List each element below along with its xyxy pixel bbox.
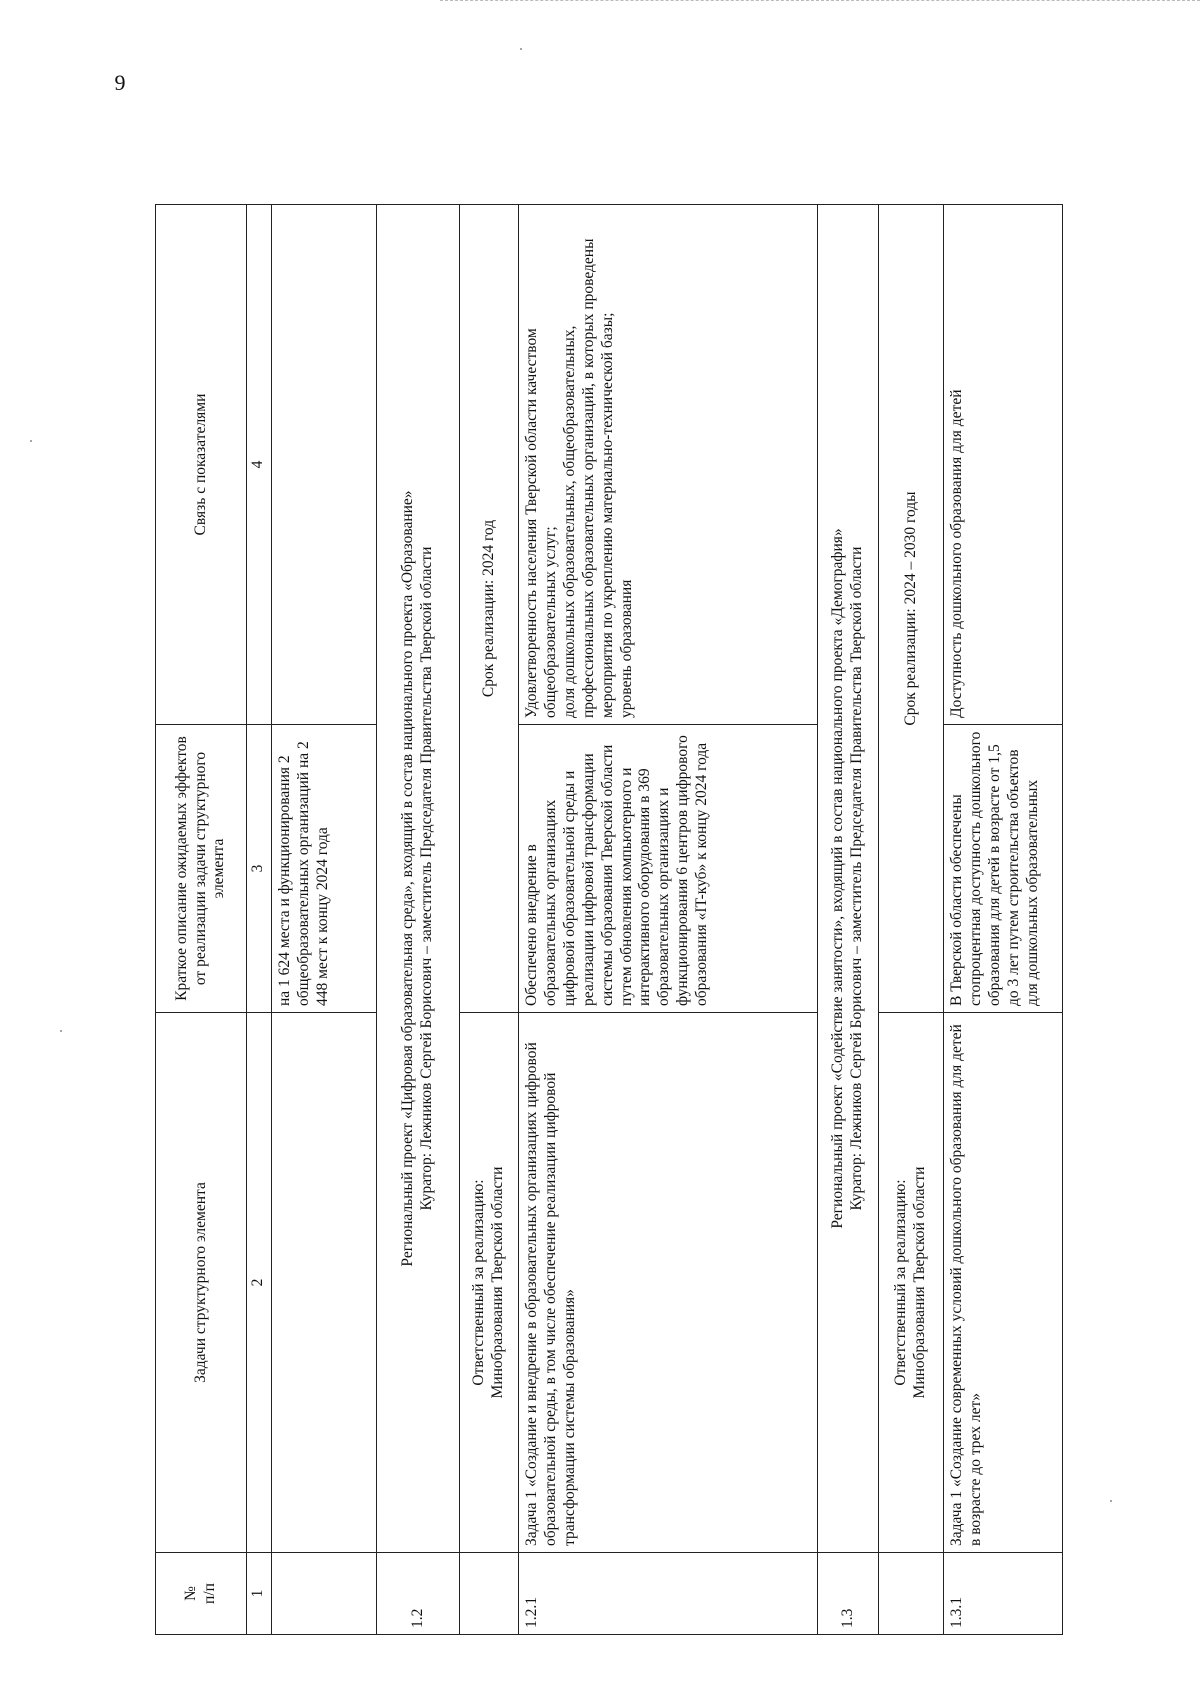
header-effects: Краткое описание ожидаемых эффектов от реализации задачи структурного элемента: [156, 725, 247, 1013]
project-title: Региональный проект «Цифровая образовательная среда», входящий в состав национального проекта «Образование»: [399, 490, 417, 1267]
scan-speck: [60, 1030, 62, 1032]
term-cell: Срок реализации: 2024 год: [460, 205, 519, 1013]
scan-speck: [30, 440, 32, 442]
header-number: № п/п: [156, 1553, 247, 1635]
responsible-cell: Ответственный за реализацию: Минобразования Тверской области: [460, 1013, 519, 1553]
project-row: [377, 205, 460, 1635]
structural-elements-table: [155, 204, 1063, 1635]
cell-number: [879, 1553, 944, 1635]
table-row: [519, 205, 818, 1635]
cell-effect: на 1 624 места и функционирования 2 общеобразовательных организаций на 2 448 мест к концу 2024 года: [272, 725, 377, 1013]
cell-number: [460, 1553, 519, 1635]
scan-speck: [520, 48, 522, 50]
responsible-cell: Ответственный за реализацию: Минобразования Тверской области: [879, 1013, 944, 1553]
effect-text: Обеспечено внедрение в образовательных организациях цифровой образовательной среды и реализации цифровой трансформации системы образования Тверской области путем обновления компьютерного и интерактивного оборудования в 369 образовательных организациях и функционирования 6 центров цифрового образования «IT-куб» к концу 2024 года: [519, 725, 818, 1013]
task-text: Задача 1 «Создание современных условий дошкольного образования для детей в возрасте до трех лет»: [944, 1013, 1063, 1553]
cell-task: [272, 1013, 377, 1553]
responsible-row: [460, 205, 519, 1635]
indicators-text: Удовлетворенность населения Тверской области качеством общеобразовательных услуг; доля дошкольных образовательных, общеобразовательных, профессиональных образовательных организаций, в которых проведены мероприятия по укреплению материально-технической базы; уровень образования: [519, 205, 818, 725]
effect-text: В Тверской области обеспечены стопроцентная доступность дошкольного образования для детей в возрасте от 1,5 до 3 лет путем строительства объектов для дошкольных образовательных: [944, 725, 1063, 1013]
project-title-cell: [818, 205, 879, 1553]
scan-speck: [1110, 1500, 1112, 1502]
table-row: [272, 205, 377, 1635]
column-number: 2: [247, 1013, 272, 1553]
page-number: 9: [114, 70, 126, 95]
task-number: 1.2.1: [519, 1553, 818, 1635]
cell-number: [272, 1553, 377, 1635]
project-title-cell: [377, 205, 460, 1553]
header-indicators: Связь с показателями: [156, 205, 247, 725]
indicators-text: Доступность дошкольного образования для детей: [944, 205, 1063, 725]
project-curator: Куратор: Лежников Сергей Борисович – заместитель Председателя Правительства Тверской области: [848, 546, 865, 1211]
project-row: [818, 205, 879, 1635]
task-text: Задача 1 «Создание и внедрение в образовательных организациях цифровой образовательной среды, в том числе обеспечение реализации цифровой трансформации системы образования»: [519, 1013, 818, 1553]
term-cell: Срок реализации: 2024 – 2030 годы: [879, 205, 944, 1013]
table-header-row: [156, 205, 247, 1635]
column-number-row: [247, 205, 272, 1635]
responsible-row: [879, 205, 944, 1635]
rotated-table-container: [155, 205, 1095, 1635]
cell-indicators: [272, 205, 377, 725]
column-number: 1: [247, 1553, 272, 1635]
project-title: Региональный проект «Содействие занятости», входящий в состав национального проекта «Демография»: [829, 528, 847, 1229]
column-number: 3: [247, 725, 272, 1013]
project-number: 1.2: [377, 1553, 460, 1635]
scan-edge-line: [440, 0, 1200, 1]
project-curator: Куратор: Лежников Сергей Борисович – заместитель Председателя Правительства Тверской области: [418, 546, 435, 1211]
task-number: 1.3.1: [944, 1553, 1063, 1635]
project-number: 1.3: [818, 1553, 879, 1635]
header-tasks: Задачи структурного элемента: [156, 1013, 247, 1553]
column-number: 4: [247, 205, 272, 725]
table-row: [944, 205, 1063, 1635]
